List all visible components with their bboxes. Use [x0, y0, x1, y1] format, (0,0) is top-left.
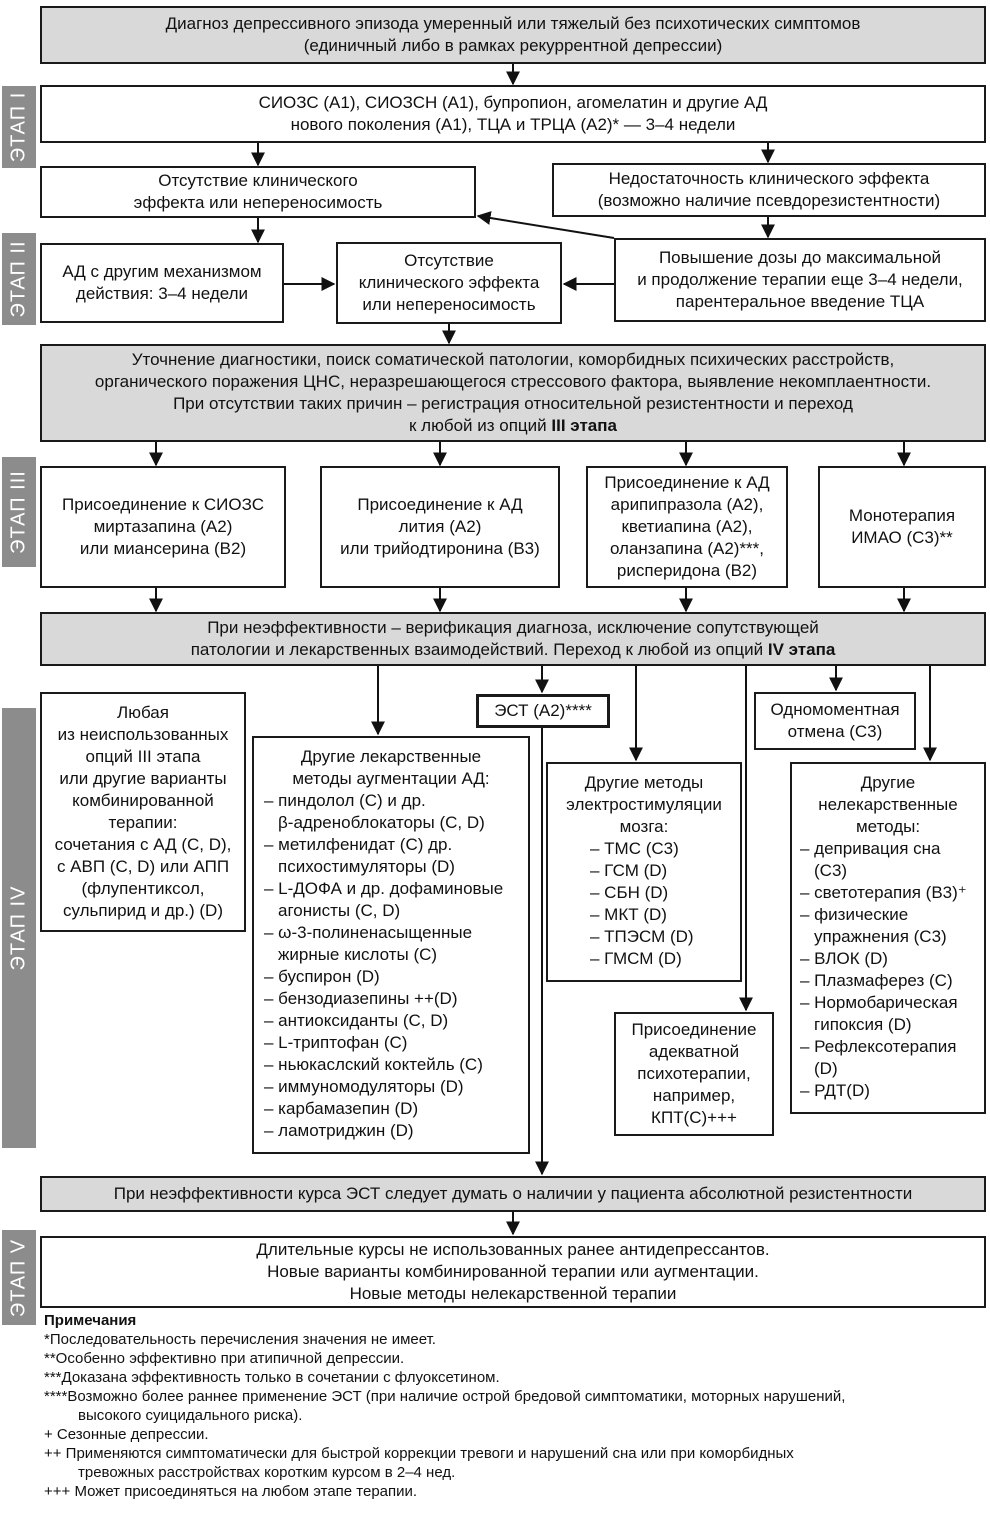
stage-label-2: ЭТАП II — [2, 233, 36, 325]
notes-title: Примечания — [44, 1312, 137, 1329]
footnotes — [44, 1311, 984, 1501]
note-line: тревожных расстройствах коротким курсом в 2–4 нед. — [78, 1464, 456, 1481]
note-line: +++ Может присоединяться на любом этапе терапии. — [44, 1483, 418, 1500]
ect-failure-box: При неэффективности курса ЭСТ следует думать о наличии у пациента абсолютной резистентности — [40, 1176, 986, 1212]
note-line: *Последовательность перечисления значения не имеет. — [44, 1331, 436, 1348]
stage-label-4: ЭТАП IV — [2, 708, 36, 1148]
stage-label-5: ЭТАП V — [2, 1230, 36, 1325]
note-line: ***Доказана эффективность только в сочетании с флуоксетином. — [44, 1369, 500, 1386]
ect-box: ЭСТ (А2)**** — [476, 694, 610, 728]
insufficient-effect-box: Недостаточность клинического эффекта (возможно наличие псевдорезистентности) — [552, 163, 986, 217]
other-mechanism-box: АД с другим механизмом действия: 3–4 недели — [40, 243, 284, 323]
stage1-therapy-box: СИОЗС (А1), СИОЗСН (А1), бупропион, агомелатин и другие АД нового поколения (А1), ТЦА и ТРЦА (А2)* — 3–4 недели — [40, 85, 986, 143]
simultaneous-withdrawal-box: Одномоментная отмена (С3) — [754, 692, 916, 750]
note-line: ****Возможно более раннее применение ЭСТ (при наличие острой бредовой симптоматики, моторных нарушений, — [44, 1388, 846, 1405]
other-drug-methods-box: Другие лекарственные методы аугментации АД: – пиндолол (С) и др. β-адреноблокаторы (С, D) – метилфенидат (С) др. психостимуляторы (D) – L-ДОФА и др. дофаминовые агонисты (С, D) – ω-3-полиненасыщенные жирные кислоты (С) – буспирон (D) – бензодиазепины ++(D) – антиоксиданты (С, D) – L-триптофан (С) – ньюкаслский коктейль (С) – иммуномодуляторы (D) – карбамазепин (D) – ламотриджин (D) — [252, 736, 530, 1154]
note-line: + Сезонные депрессии. — [44, 1426, 209, 1443]
ssri-augment-box: Присоединение к СИОЗС миртазапина (А2) или миансерина (В2) — [40, 466, 286, 588]
diagnosis-box: Диагноз депрессивного эпизода умеренный или тяжелый без психотических симптомов (единичный либо в рамках рекуррентной депрессии) — [40, 6, 986, 64]
no-effect-box: Отсутствие клинического эффекта или непереносимость — [40, 166, 476, 218]
electrostimulation-box: Другие методы электростимуляции мозга: – ТМС (С3) – ГСМ (D) – СБН (D) – МКТ (D) – ТПЭСМ (D) – ГМСМ (D) — [546, 762, 742, 982]
psychotherapy-box: Присоединение адекватной психотерапии, например, КПТ(С)+++ — [614, 1012, 774, 1136]
maoi-monotherapy-box: Монотерапия ИМАО (С3)** — [818, 466, 986, 588]
non-drug-methods-box: Другие нелекарственные методы: – депривация сна (С3) – светотерапия (В3)⁺ – физические упражнения (С3) – ВЛОК (D) – Плазмаферез (С) – Нормобарическая гипоксия (D) – Рефлексотерапия (D) – РДТ(D) — [790, 762, 986, 1114]
antipsychotic-augment-box: Присоединение к АД арипипразола (А2), кветиапина (А2), оланзапина (А2)***, рисперидона (В2) — [586, 466, 788, 588]
note-line: высокого суицидального риска). — [78, 1407, 303, 1424]
note-line: **Особенно эффективно при атипичной депрессии. — [44, 1350, 405, 1367]
inefficacy-box: При неэффективности – верификация диагноза, исключение сопутствующей патологии и лекарственных взаимодействий. Переход к любой из опций IV этапа — [40, 612, 986, 666]
clarification-box: Уточнение диагностики, поиск соматической патологии, коморбидных психических расстройств, органического поражения ЦНС, неразрешающегося стрессового фактора, выявление некомплаентности. При отсутствии таких причин – регистрация относительной резистентности и переход к любой из опций III этапа — [40, 344, 986, 442]
dose-increase-box: Повышение дозы до максимальной и продолжение терапии еще 3–4 недели, парентеральное введение ТЦА — [614, 238, 986, 322]
arrow-dose-to-no-effect — [478, 216, 614, 238]
no-effect-stage2-box: Отсутствие клинического эффекта или непереносимость — [336, 242, 562, 324]
stage5-box: Длительные курсы не использованных ранее антидепрессантов. Новые варианты комбинированной терапии или аугментации. Новые методы нелекарственной терапии — [40, 1236, 986, 1308]
unused-options-box: Любая из неиспользованных опций III этапа или другие варианты комбинированной терапии: сочетания с АД (С, D), с АВП (С, D) или АПП (флупентиксол, сульпирид и др.) (D) — [40, 692, 246, 932]
note-line: ++ Применяются симптоматически для быстрой коррекции тревоги и нарушений сна или при коморбидных — [44, 1445, 794, 1462]
stage-label-3: ЭТАП III — [2, 457, 36, 567]
lithium-augment-box: Присоединение к АД лития (А2) или трийодтиронина (В3) — [320, 466, 560, 588]
stage-label-1: ЭТАП I — [2, 86, 36, 168]
